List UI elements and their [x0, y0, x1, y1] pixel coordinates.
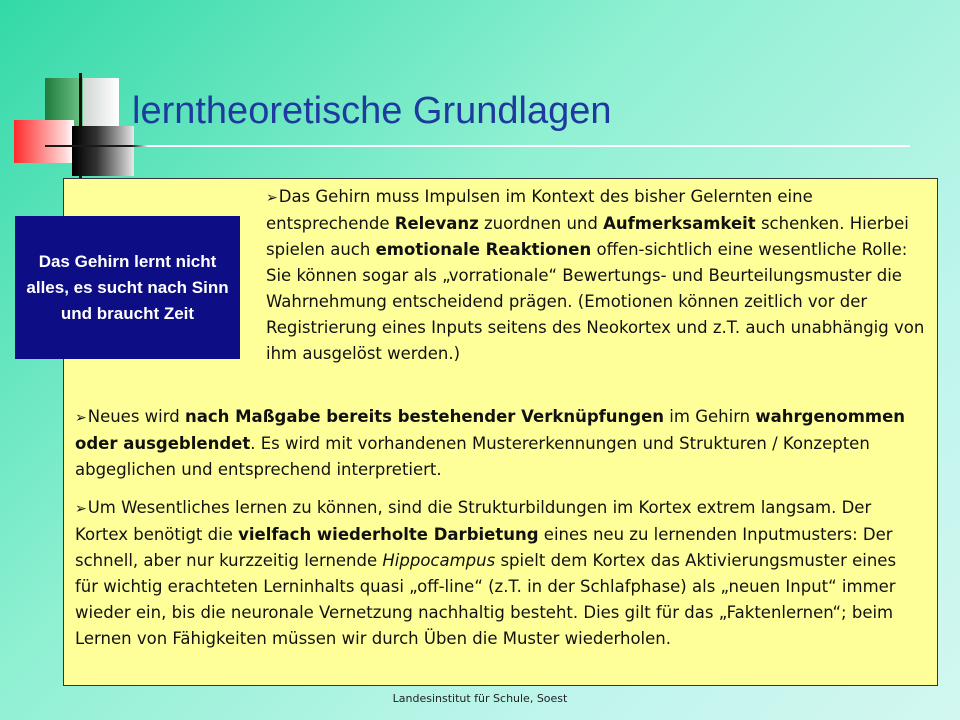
- bullet-text: schenken. Hierbei spielen auch: [266, 214, 909, 259]
- bullet-text: spielt dem Kortex das Aktivierungsmuster eines für wichtig erachteten Lerninhalts quasi „off-line“ (z.T. in der Schlafphase) als „neuen Input“ immer wieder ein, bis die neuronale Vernetzung nachhaltig besteht. Dies gilt für das „Faktenlernen“; beim Lernen von Fähigkeiten müssen wir durch Üben die Muster wiederholen.: [75, 551, 897, 648]
- bullet-text: eines neu zu lernenden Inputmusters: Der schnell, aber nur kurzzeitig lernende: [75, 525, 893, 570]
- bullet-repetition: [75, 495, 920, 652]
- bullet-text: Neues wird: [87, 407, 185, 426]
- bullet-bold-text: Relevanz: [394, 214, 479, 233]
- bullet-relevance: [266, 184, 931, 367]
- bullet-bold-text: vielfach wiederholte Darbietung: [238, 525, 539, 544]
- bullet-connections: [75, 404, 920, 483]
- bullet-text: . Es wird mit vorhandenen Mustererkennungen und Strukturen / Konzepten abgeglichen und entsprechend interpretiert.: [75, 434, 870, 479]
- bullet-text: Um Wesentliches lernen zu können, sind die Strukturbildungen im Kortex extrem langsam. Der Kortex benötigt die: [75, 498, 872, 544]
- logo-square-grey: [83, 78, 119, 126]
- bullet-arrow-icon: ➢: [266, 190, 278, 206]
- bullet-text: Das Gehirn muss Impulsen im Kontext des bisher Gelernten eine entsprechende: [266, 187, 813, 233]
- bullet-bold-text: nach Maßgabe bereits bestehender Verknüpfungen: [184, 407, 665, 426]
- bullet-italic-text: Hippocampus: [382, 551, 496, 570]
- bullet-arrow-icon: ➢: [75, 501, 87, 517]
- logo-square-red: [14, 120, 74, 163]
- logo-vertical-line: [79, 73, 82, 193]
- bullet-bold-text: emotionale Reaktionen: [375, 240, 592, 259]
- bullet-text: im Gehirn: [664, 407, 756, 426]
- bullet-bold-text: wahrgenommen oder ausgeblendet: [75, 407, 906, 453]
- footer-text: Landesinstitut für Schule, Soest: [392, 692, 568, 705]
- bullet-bold-text: Aufmerksamkeit: [603, 214, 756, 233]
- summary-text: Das Gehirn lernt nicht alles, es sucht nach Sinn und braucht Zeit: [26, 251, 229, 323]
- bullet-arrow-icon: ➢: [75, 410, 87, 426]
- title-underline: [45, 145, 910, 147]
- bullet-text: zuordnen und: [478, 214, 604, 233]
- logo-square-green: [45, 78, 83, 126]
- slide-title: lerntheoretische Grundlagen: [132, 90, 612, 132]
- summary-box: [15, 216, 240, 359]
- bullet-text: offen-sichtlich eine wesentliche Rolle: Sie können sogar als „vorrationale“ Bewertungs- und Beurteilungsmuster die Wahrnehmung entscheidend prägen. (Emotionen können zeitlich vor der Registrierung eines Inputs seitens des Neokortex und z.T. auch unabhängig von ihm ausgelöst werden.): [266, 240, 925, 363]
